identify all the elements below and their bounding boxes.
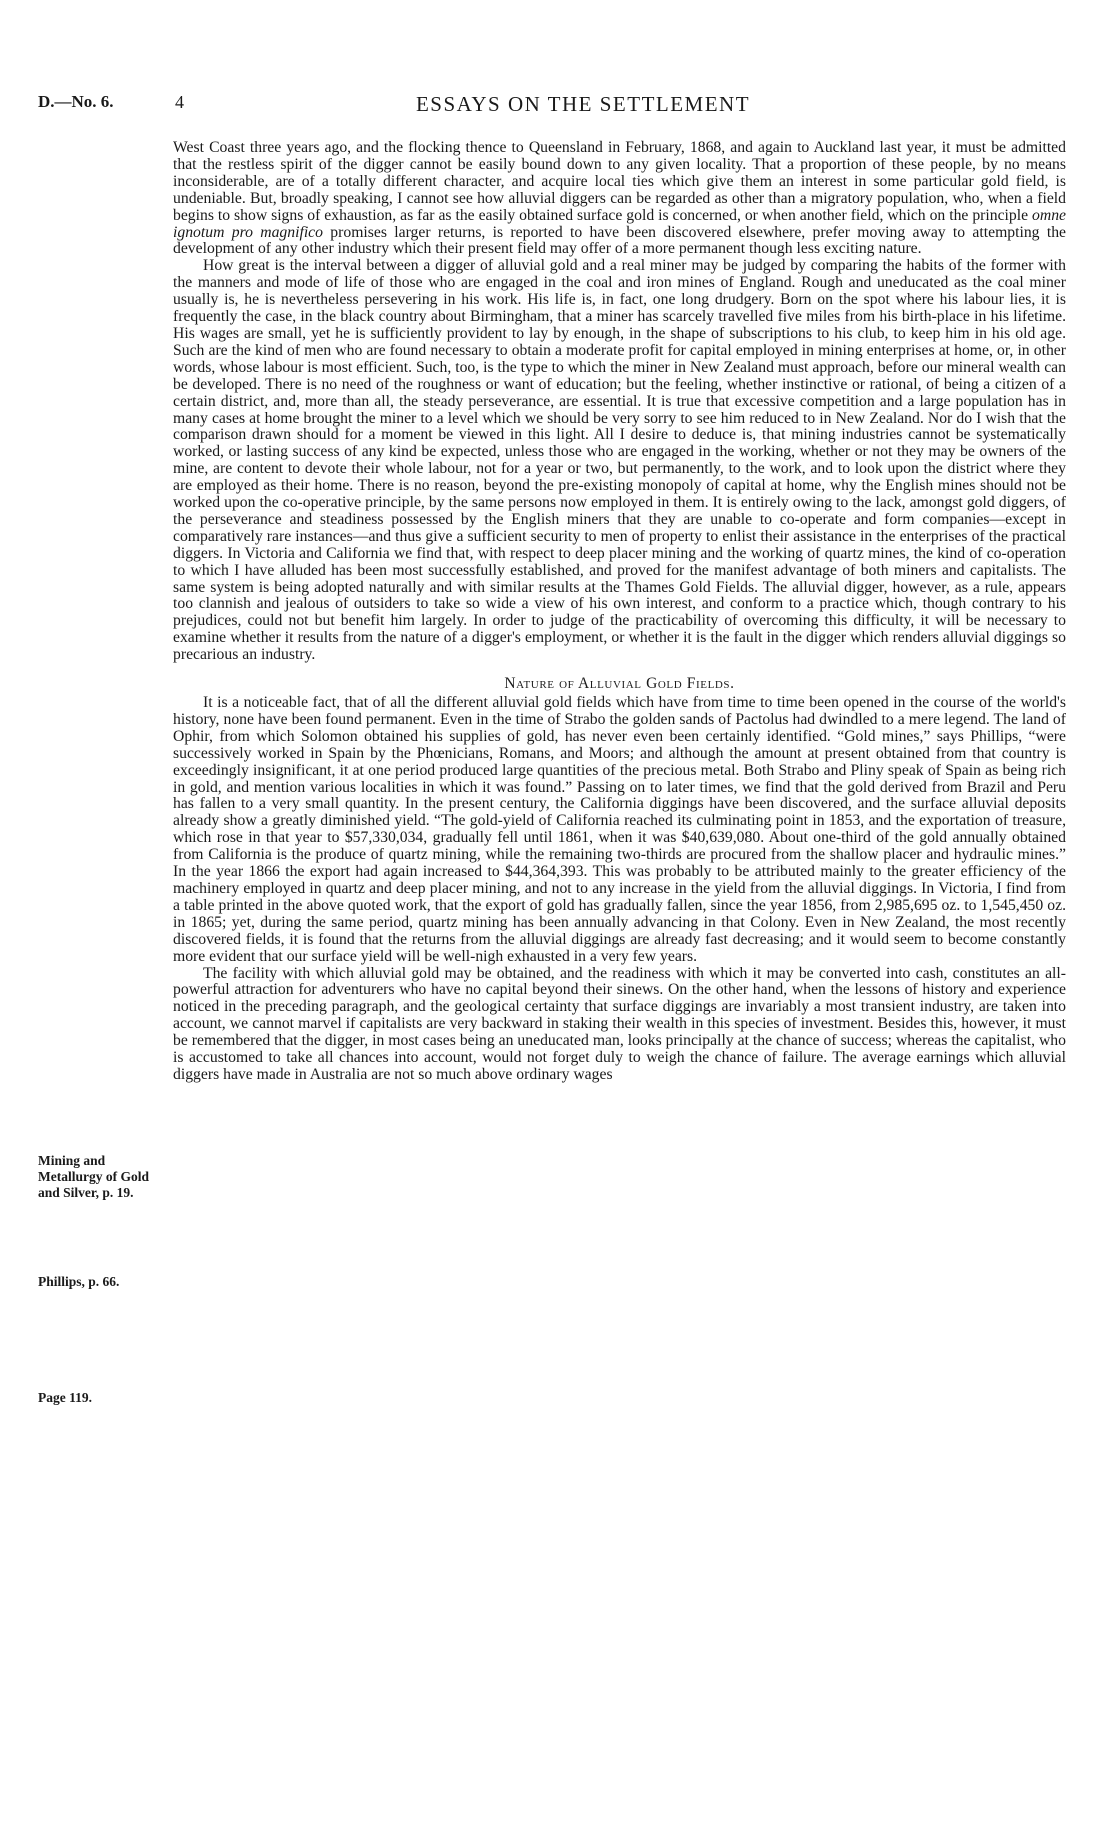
margin-note-page-119: Page 119. — [38, 1390, 92, 1405]
document-reference: D.—No. 6. — [38, 92, 114, 111]
paragraph-digger-vs-miner: How great is the interval between a digger of alluvial gold and a real miner may be judged by comparing the habits of the former with the manners and mode of life of those who are engaged in the coal and iron mines of England. Rough and uneducated as the coal miner usually is, he is nevertheless persevering in his work. His life is, in fact, one long drudgery. Born on the spot where his labour lies, it is frequently the case, in the black country about Birmingham, that a miner has scarcely travelled five miles from his birth-place in his lifetime. His wages are small, yet he is sufficiently provident to lay by enough, in the shape of subscriptions to his club, to keep him in his old age. Such are the kind of men who are found necessary to obtain a moderate profit for capital employed in mining enterprises at home, or, in other words, whose labour is most efficient. Such, too, is the type to which the miner in New Zealand must approach, before our mineral wealth can be developed. There is no need of the roughness or want of education; but the feeling, whether instinctive or rational, of being a citizen of a certain district, and, more than all, the steady perseverance, are essential. It is true that excessive competition and a large population has in many cases at home brought the miner to a level which we should be very sorry to see him reduced to in New Zealand. Nor do I wish that the comparison drawn should for a moment be viewed in this light. All I desire to deduce is, that mining industries cannot be systematically worked, or lasting success of any kind be expected, unless those who are engaged in the working, whether or not they may be owners of the mine, are content to devote their whole labour, not for a year or two, but permanently, to the work, and to look upon the district where they are employed as their home. There is no reason, beyond the pre-existing monopoly of capital at home, why the English mines should not be worked upon the co-operative principle, by the same persons now employed in them. It is entirely owing to the lack, amongst gold diggers, of the perseverance and steadiness possessed by the English miners that they are unable to co-operate and form companies—except in comparatively rare instances—and thus give a sufficient security to men of property to enlist their assistance in the enterprises of the practical diggers. In Victoria and California we find that, with respect to deep placer mining and the working of quartz mines, the kind of co-operation to which I have alluded has been most successfully established, and proved for the manifest advantage of both miners and capitalists. The same system is being adopted naturally and with similar results at the Thames Gold Fields. The alluvial digger, however, as a rule, appears too clannish and jealous of outsiders to take so wide a view of his own interest, and conform to a practice which, though contrary to his prejudices, could not but benefit him largely. In order to judge of the practicability of overcoming this difficulty, it will be necessary to examine whether it results from the nature of a digger's employment, or whether it is the fault in the digger which renders alluvial diggings so precarious an industry. — [173, 257, 1066, 664]
paragraph-migratory-diggers: West Coast three years ago, and the flocking thence to Queensland in February, 1868, and again to Auckland last year, it must be admitted that the restless spirit of the digger cannot be easily bound down to any given locality. That a proportion of these people, by no means inconsiderable, are of a totally different character, and acquire local ties which give them an interest in some particular gold field, is undeniable. But, broadly speaking, I cannot see how alluvial diggers can be regarded as other than a migratory population, who, when a field begins to show signs of exhaustion, as far as the easily obtained surface gold is concerned, or when another field, which on the principle omne ignotum pro magnifico promises larger returns, is reported to have been discovered elsewhere, prefer moving away to attempting the development of any other industry which their present field may offer of a more permanent though less exciting nature. — [173, 139, 1067, 258]
page-header — [38, 92, 1088, 116]
section-heading: Nature of Alluvial Gold Fields. — [504, 675, 735, 693]
paragraph-capital-attraction: The facility with which alluvial gold may be obtained, and the readiness with which it may be converted into cash, constitutes an all-powerful attraction for adventurers who have no capital beyond their sinews. On the other hand, when the lessons of history and experience noticed in the preceding paragraph, and the geological certainty that surface diggings are invariably a most transient industry, are taken into account, we cannot marvel if capitalists are very backward in staking their wealth in this species of investment. Besides this, however, it must be remembered that the digger, in most cases being an uneducated man, looks principally at the chance of success; whereas the capitalist, who is accustomed to take all chances into account, would not forget duly to weigh the chance of failure. The average earnings which alluvial diggers have made in Australia are not so much above ordinary wages — [173, 964, 1066, 1083]
running-title: ESSAYS ON THE SETTLEMENT — [415, 92, 751, 116]
margin-note-phillips: Phillips, p. 66. — [38, 1274, 120, 1289]
margin-note-mining-metallurgy: Mining and Metallurgy of Gold and Silver, p. 19. — [38, 1153, 149, 1200]
latin-phrase: omne ignotum pro magnifico — [173, 206, 1066, 241]
page-number: 4 — [175, 92, 184, 112]
paragraph-alluvial-fields-history: It is a noticeable fact, that of all the different alluvial gold fields which have from time to time been opened in the course of the world's history, none have been found permanent. Even in the time of Strabo the golden sands of Pactolus had dwindled to a mere legend. The land of Ophir, from which Solomon obtained his supplies of gold, has never even been certainly identified. “Gold mines,” says Phillips, “were successively worked in Spain by the Phœnicians, Romans, and Moors; and although the amount at present obtained from that country is exceedingly insignificant, it at one period produced large quantities of the precious metal. Both Strabo and Pliny speak of Spain as being rich in gold, and mention various localities in which it was found.” Passing on to later times, we find that the gold derived from Brazil and Peru has fallen to a very small quantity. In the present century, the California diggings have been discovered, and the surface alluvial deposits already show a greatly diminished yield. “The gold-yield of California reached its culminating point in 1853, and the exportation of treasure, which rose in that year to $57,330,034, gradually fell until 1861, when it was $40,639,080. About one-third of the gold annually obtained from California is the produce of quartz mining, while the remaining two-thirds are procured from the shallow placer and hydraulic mines.” In the year 1866 the export had again increased to $44,364,393. This was probably to be attributed mainly to the greater efficiency of the machinery employed in quartz and deep placer mining, and not to any increase in the yield from the alluvial diggings. In Victoria, I find from a table printed in the above quoted work, that the export of gold has gradually fallen, since the year 1856, from 2,985,695 oz. to 1,545,450 oz. in 1865; yet, during the same period, quartz mining has been annually advancing in that Colony. Even in New Zealand, the most recently discovered fields, it is found that the returns from the alluvial diggings are already fast decreasing; and it would seem to become constantly more evident that our surface yield will be well-nigh exhausted in a very few years. — [173, 694, 1066, 965]
body-text — [173, 140, 1066, 1084]
